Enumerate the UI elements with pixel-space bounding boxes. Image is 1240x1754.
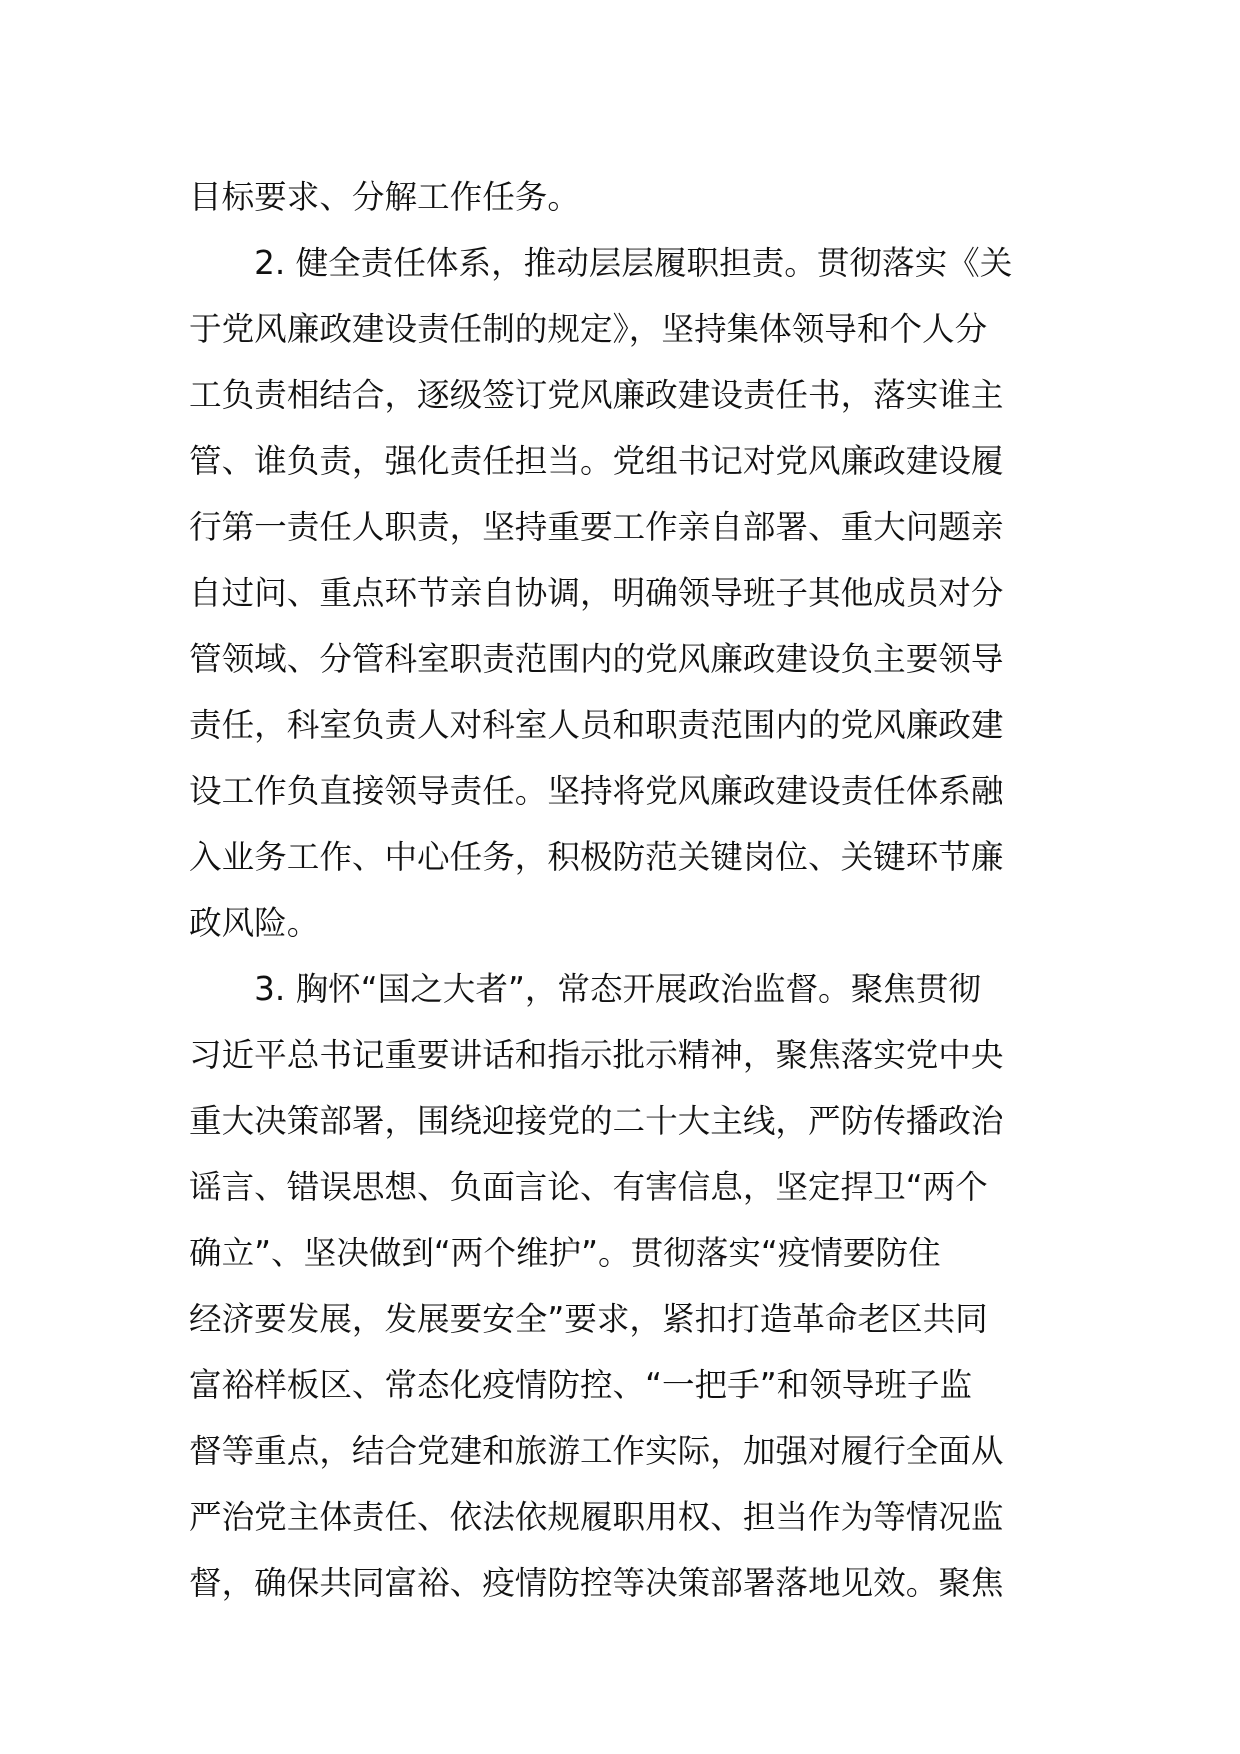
text-line: 工负责相结合，逐级签订党风廉政建设责任书，落实谁主 <box>189 376 1004 414</box>
text-line: 习近平总书记重要讲话和指示批示精神，聚焦落实党中央 <box>189 1036 1004 1074</box>
text-line: 于党风廉政建设责任制的规定》，坚持集体领导和个人分 <box>189 310 988 348</box>
text-line: 确立”、坚决做到“两个维护”。贯彻落实“疫情要防住 <box>189 1234 941 1272</box>
text-line: 责任，科室负责人对科室人员和职责范围内的党风廉政建 <box>189 706 1004 744</box>
text-line: 设工作负直接领导责任。坚持将党风廉政建设责任体系融 <box>189 772 1004 810</box>
text-line: 谣言、错误思想、负面言论、有害信息，坚定捍卫“两个 <box>189 1168 988 1206</box>
text-line: 重大决策部署，围绕迎接党的二十大主线，严防传播政治 <box>189 1102 1004 1140</box>
text-line: 严治党主体责任、依法依规履职用权、担当作为等情况监 <box>189 1498 1004 1536</box>
text-line: 自过问、重点环节亲自协调，明确领导班子其他成员对分 <box>189 574 1004 612</box>
text-line: 督等重点，结合党建和旅游工作实际，加强对履行全面从 <box>189 1432 1004 1470</box>
text-line: 3. 胸怀“国之大者”，常态开展政治监督。聚焦贯彻 <box>189 970 981 1008</box>
text-line: 富裕样板区、常态化疫情防控、“一把手”和领导班子监 <box>189 1366 973 1404</box>
text-line: 目标要求、分解工作任务。 <box>189 178 580 216</box>
text-line: 行第一责任人职责，坚持重要工作亲自部署、重大问题亲 <box>189 508 1004 546</box>
text-line: 督，确保共同富裕、疫情防控等决策部署落地见效。聚焦 <box>189 1564 1004 1602</box>
text-line: 管、谁负责，强化责任担当。党组书记对党风廉政建设履 <box>189 442 1004 480</box>
text-line: 2. 健全责任体系，推动层层履职担责。贯彻落实《关 <box>189 244 1013 282</box>
text-line: 管领域、分管科室职责范围内的党风廉政建设负主要领导 <box>189 640 1004 678</box>
text-line: 政风险。 <box>189 904 320 942</box>
text-line: 经济要发展，发展要安全”要求，紧扣打造革命老区共同 <box>189 1300 988 1338</box>
text-line: 入业务工作、中心任务，积极防范关键岗位、关键环节廉 <box>189 838 1004 876</box>
